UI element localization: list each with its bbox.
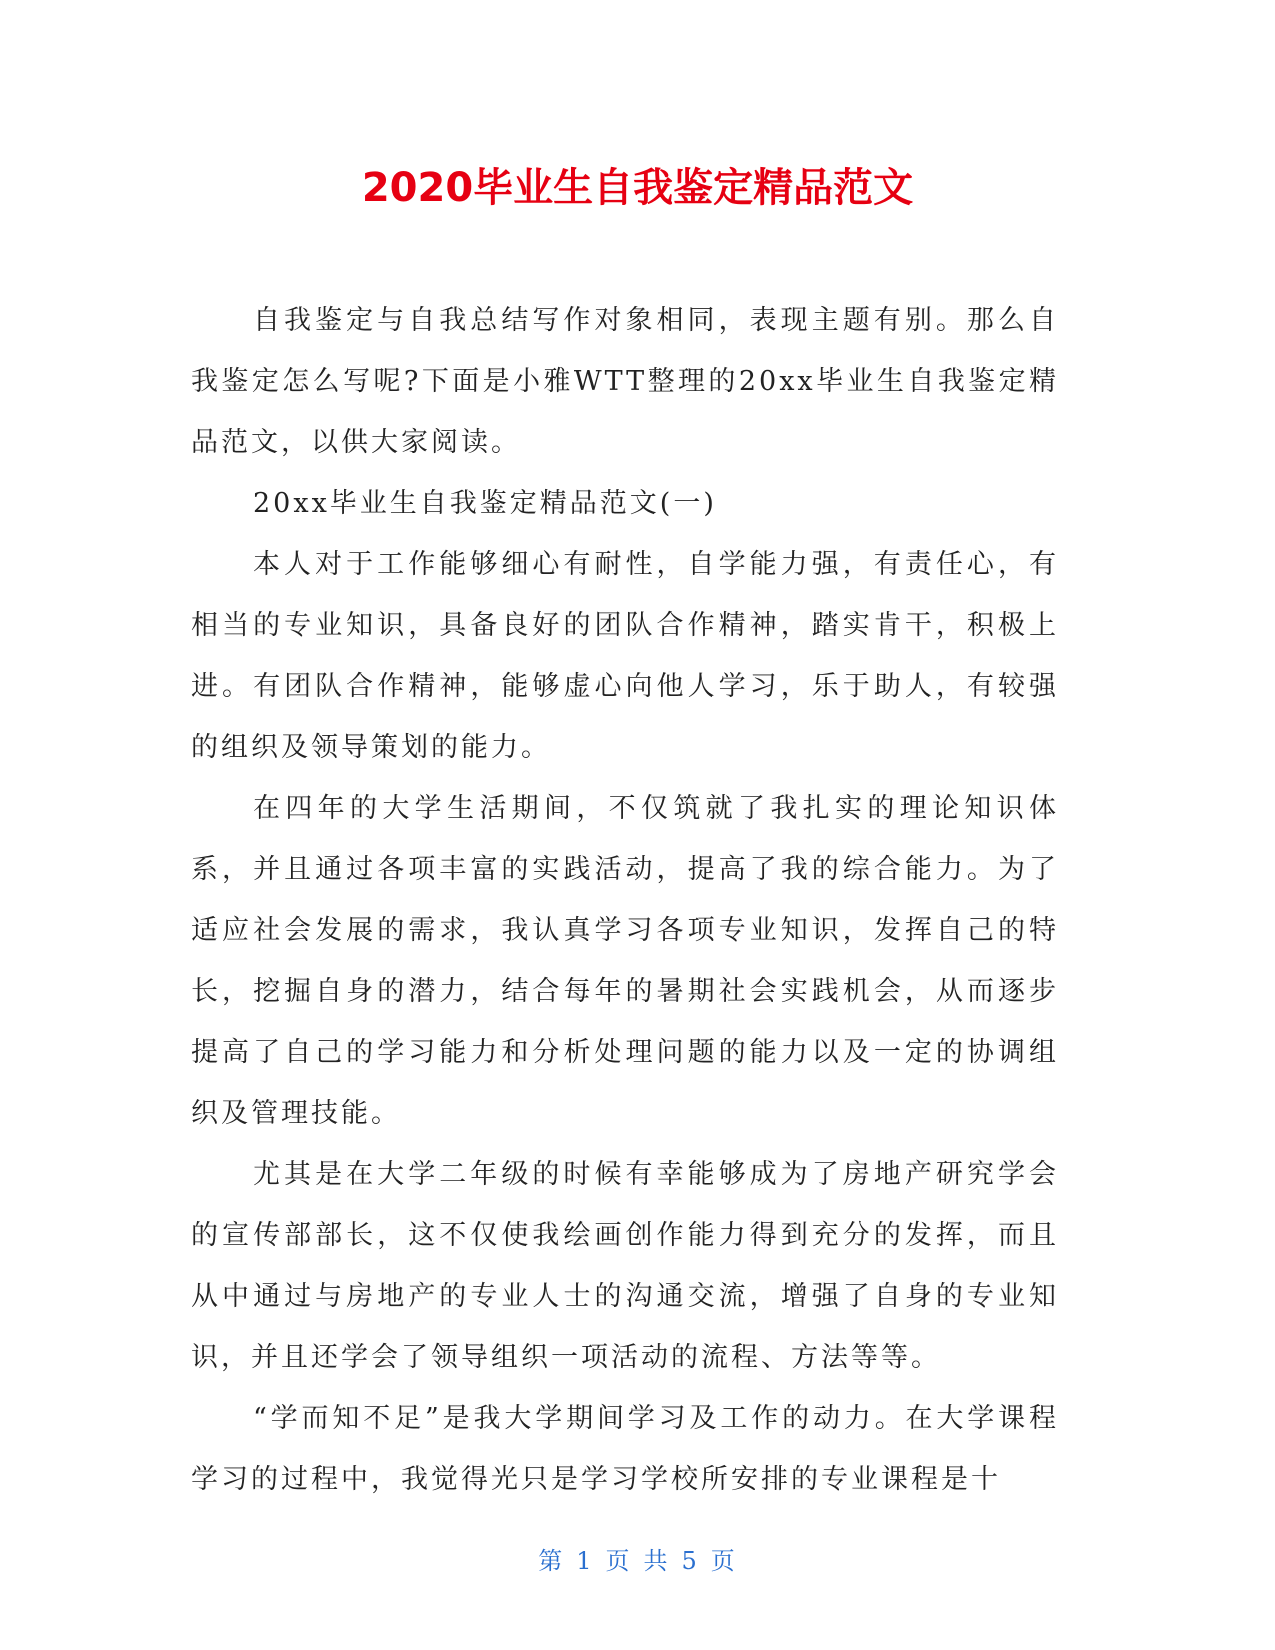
- section-heading: 20xx毕业生自我鉴定精品范文(一): [253, 488, 717, 519]
- document-title: 2020毕业生自我鉴定精品范文: [361, 165, 914, 211]
- paragraph-4: “学而知不足”是我大学期间学习及工作的动力。在大学课程学习的过程中，我觉得光只是学习学校所安排的专业课程是十: [191, 1403, 1059, 1495]
- total-label: 共: [643, 1547, 670, 1575]
- page-footer: [0, 1545, 1275, 1577]
- paragraph-3: 尤其是在大学二年级的时候有幸能够成为了房地产研究学会的宣传部部长，这不仅使我绘画创作能力得到充分的发挥，而且从中通过与房地产的专业人士的沟通交流，增强了自身的专业知识，并且还学会了领导组织一项活动的流程、方法等等。: [191, 1159, 1059, 1373]
- paragraph-1: 本人对于工作能够细心有耐性，自学能力强，有责任心，有相当的专业知识，具备良好的团队合作精神，踏实肯干，积极上进。有团队合作精神，能够虚心向他人学习，乐于助人，有较强的组织及领导策划的能力。: [191, 549, 1059, 763]
- page-label-suffix: 页: [710, 1547, 737, 1575]
- document-body: [191, 290, 1059, 1510]
- paragraph-2: 在四年的大学生活期间，不仅筑就了我扎实的理论知识体系，并且通过各项丰富的实践活动，提高了我的综合能力。为了适应社会发展的需求，我认真学习各项专业知识，发挥自己的特长，挖掘自身的潜力，结合每年的暑期社会实践机会，从而逐步提高了自己的学习能力和分析处理问题的能力以及一定的协调组织及管理技能。: [191, 793, 1059, 1129]
- page-label-prefix: 第: [538, 1547, 565, 1575]
- page-label-mid: 页: [605, 1547, 632, 1575]
- total-pages-number: 5: [681, 1547, 699, 1575]
- paragraph-intro: 自我鉴定与自我总结写作对象相同，表现主题有别。那么自我鉴定怎么写呢?下面是小雅WTT整理的20xx毕业生自我鉴定精品范文，以供大家阅读。: [191, 305, 1059, 458]
- current-page-number: 1: [576, 1547, 594, 1575]
